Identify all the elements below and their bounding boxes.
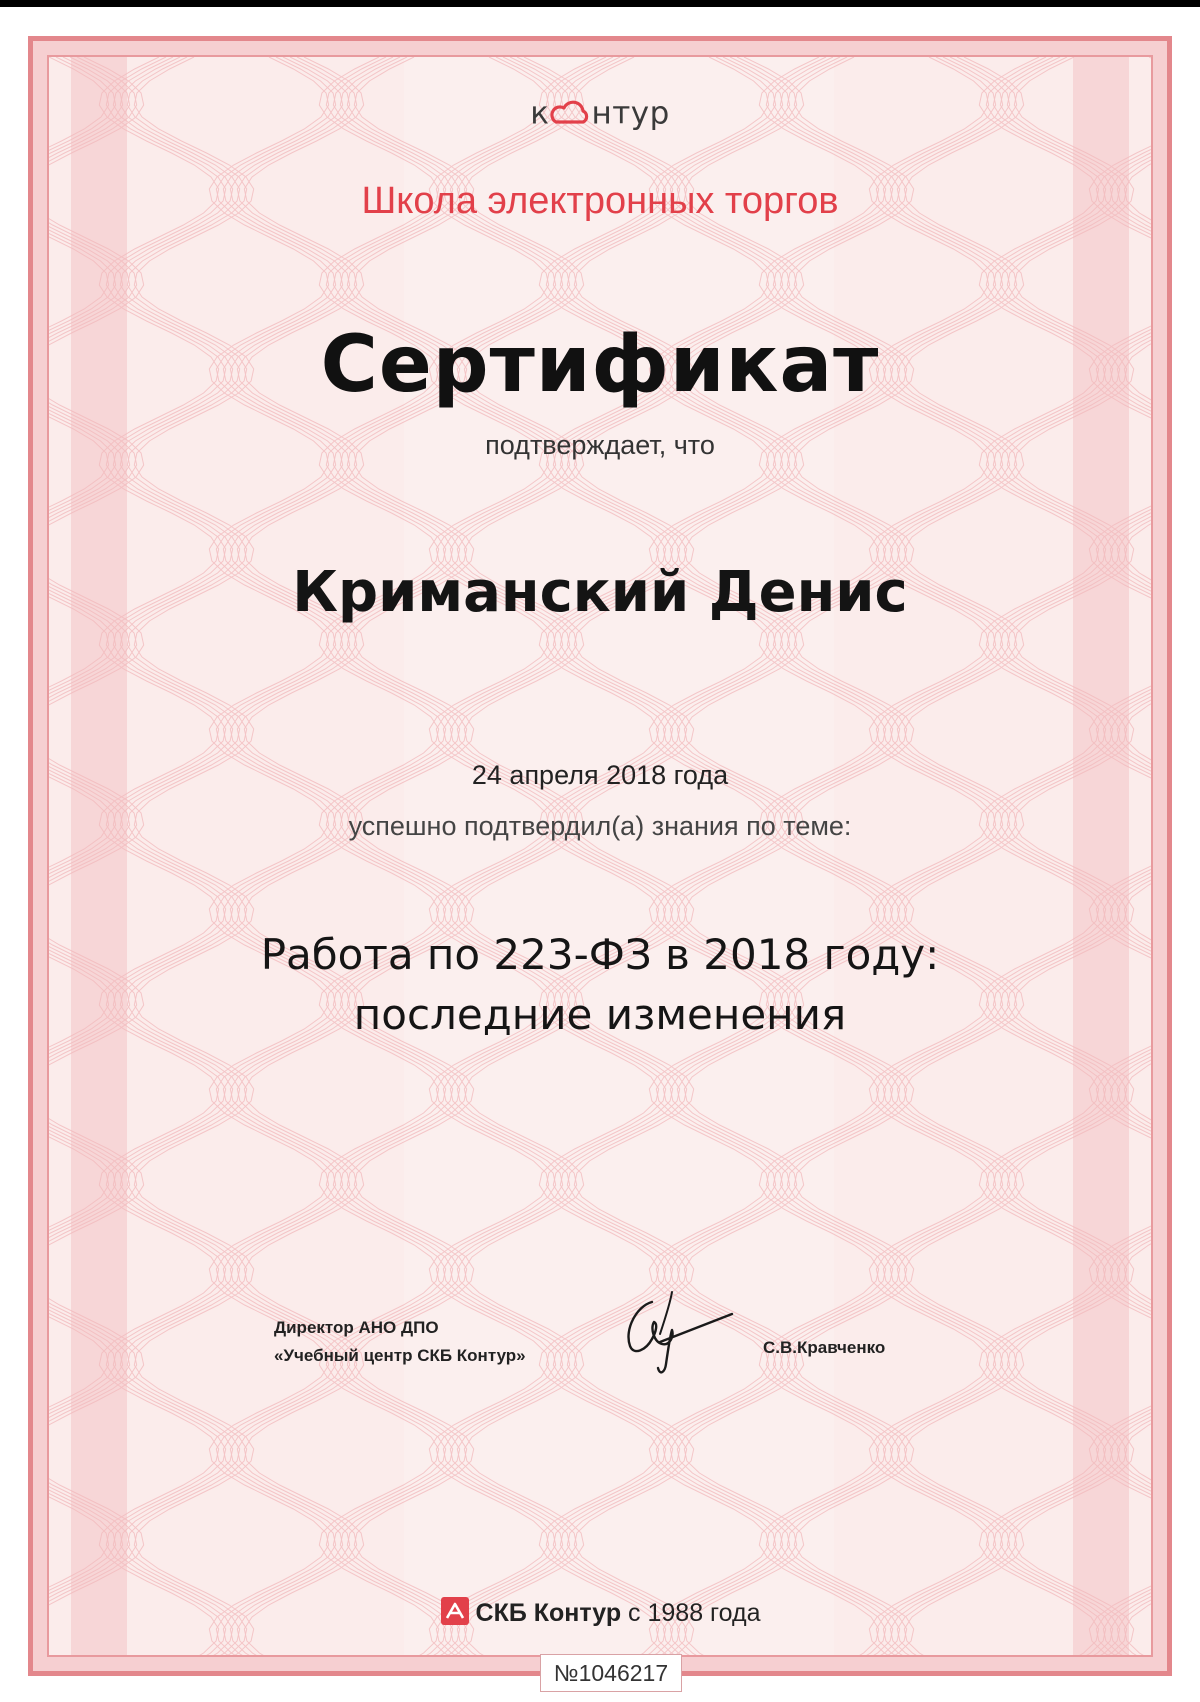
footer-since: с 1988 года — [628, 1599, 761, 1627]
recipient-name: Криманский Денис — [292, 560, 908, 625]
confirms-text: подтверждает, что — [485, 430, 715, 460]
footer-brand — [0, 1596, 1200, 1628]
signer-name: С.В.Кравченко — [763, 1338, 886, 1357]
footer-brand-name: СКБ Контур — [475, 1599, 622, 1627]
school-name: Школа электронных торгов — [361, 180, 839, 222]
skb-kontur-logo-icon — [440, 1596, 470, 1626]
certificate-number: №1046217 — [540, 1654, 682, 1692]
signer-position — [274, 1314, 526, 1370]
cloud-icon — [550, 100, 590, 128]
issue-date: 24 апреля 2018 года — [471, 760, 729, 790]
signer-position-line-2: «Учебный центр СКБ Контур» — [274, 1346, 526, 1365]
signer-position-line-1: Директор АНО ДПО — [274, 1318, 439, 1337]
handwritten-signature — [612, 1284, 742, 1384]
course-topic-line-1: Работа по 223-ФЗ в 2018 году: — [260, 930, 940, 979]
course-topic-line-2: последние изменения — [353, 990, 847, 1039]
logo-text-prefix: к — [530, 95, 550, 132]
certificate-title: Сертификат — [320, 320, 880, 410]
course-topic — [0, 925, 1200, 1045]
logo-text-suffix: нтур — [591, 95, 670, 132]
confirmed-knowledge-text: успешно подтвердил(а) знания по теме: — [348, 811, 852, 841]
kontur-logo — [0, 94, 1200, 132]
